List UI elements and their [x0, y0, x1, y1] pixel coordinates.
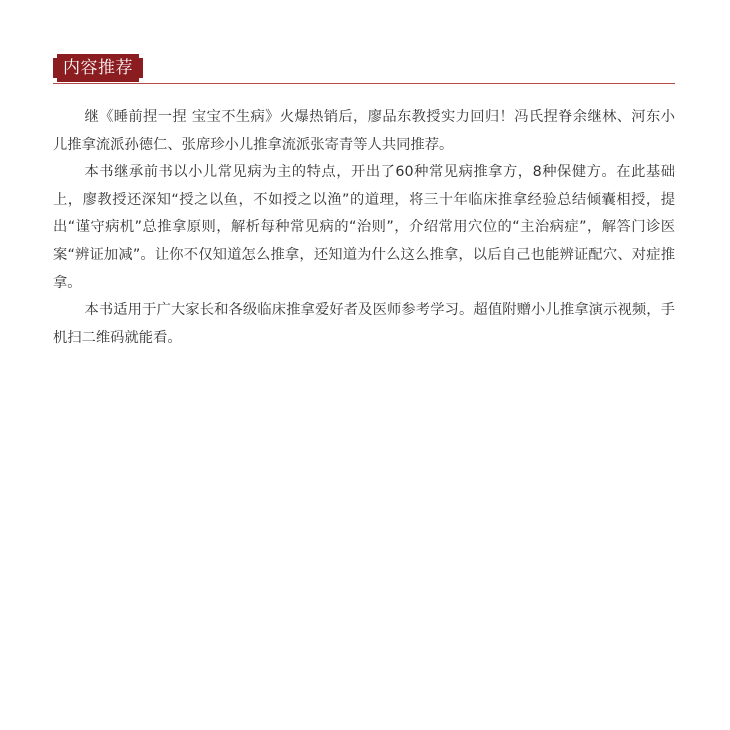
badge-corner-decoration [139, 78, 143, 82]
badge-corner-decoration [53, 78, 57, 82]
content-recommendation-section [53, 54, 675, 346]
paragraph-3: 本书适用于广大家长和各级临床推拿爱好者及医师参考学习。超值附赠小儿推拿演示视频，手机扫二维码就能看。 [53, 302, 675, 346]
paragraph-1: 继《睡前捏一捏 宝宝不生病》火爆热销后，廖品东教授实力回归！冯氏捏脊余继林、河东小儿推拿流派孙德仁、张席珍小儿推拿流派张寄青等人共同推荐。 [53, 109, 675, 153]
header-divider [53, 83, 675, 84]
paragraph-2: 本书继承前书以小儿常见病为主的特点，开出了60种常见病推拿方，8种保健方。在此基础上，廖教授还深知“授之以鱼，不如授之以渔”的道理，将三十年临床推拿经验总结倾囊相授，提出“谨守病机”总推拿原则，解析每种常见病的“治则”，介绍常用穴位的“主治病症”，解答门诊医案“辨证加减”。让你不仅知道怎么推拿，还知道为什么这么推拿，以后自己也能辨证配穴、对症推拿。 [53, 164, 675, 291]
section-title: 内容推荐 [63, 58, 133, 78]
section-header [53, 54, 675, 86]
section-title-badge [53, 54, 143, 82]
recommendation-body [53, 104, 675, 352]
